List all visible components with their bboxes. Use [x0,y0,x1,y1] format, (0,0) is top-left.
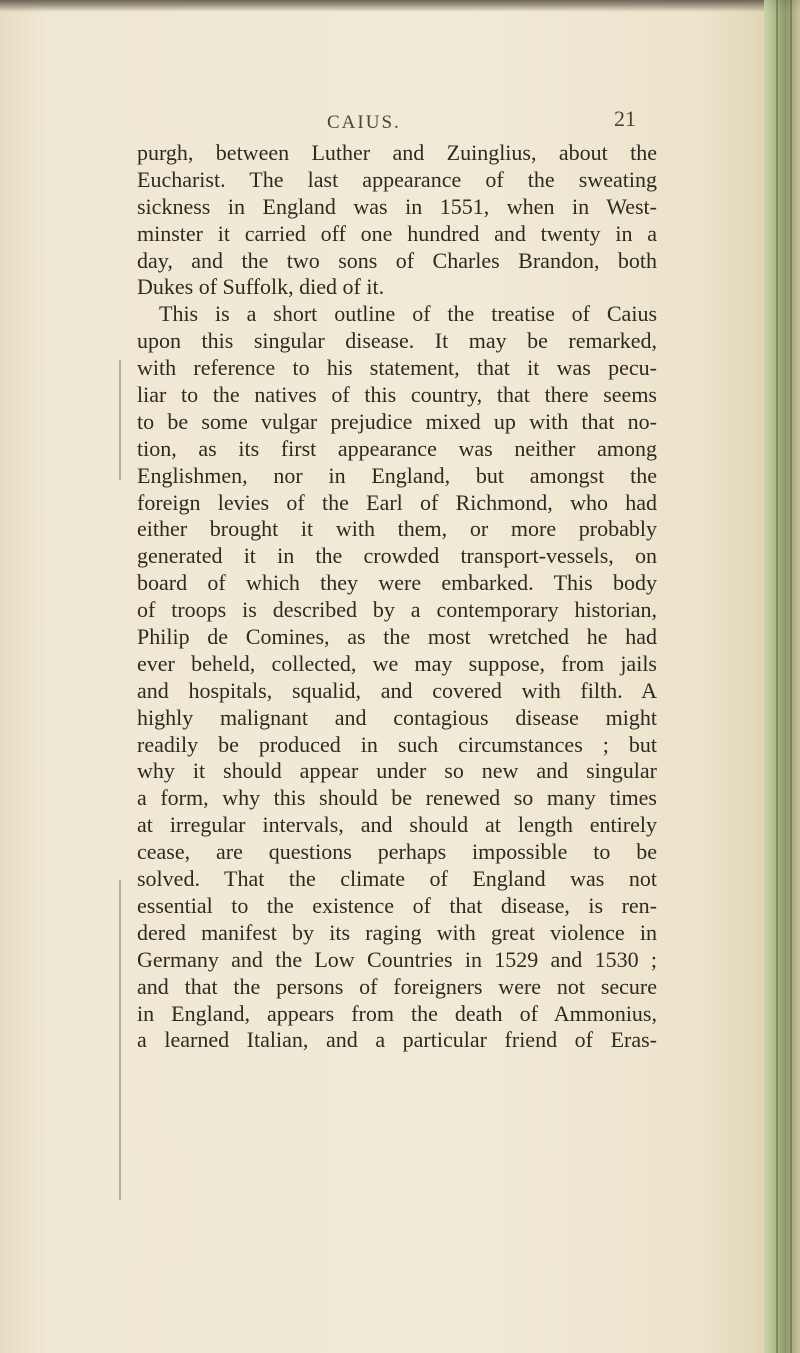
text-line: Englishmen, nor in England, but amongst the [137,462,657,488]
text-line: purgh, between Luther and Zuinglius, about the [137,140,657,165]
text-line: tion, as its first appearance was neither among [137,435,657,461]
text-line: highly malignant and contagious disease might [137,704,657,730]
text-line: cease, are questions perhaps impossible to be [137,839,657,865]
text-line: Germany and the Low Countries in 1529 and 1530 ; [137,946,657,972]
running-head [0,104,800,134]
text-line: generated it in the crowded transport-vessels, on [137,543,657,569]
running-title: CAIUS. [327,112,401,133]
top-edge-shadow [0,0,800,12]
text-line: foreign levies of the Earl of Richmond, who had [137,489,657,515]
text-line: ever beheld, collected, we may suppose, from jails [137,650,657,676]
text-line: in England, appears from the death of Ammonius, [137,1000,657,1026]
page-number: 21 [614,106,636,131]
text-line: with reference to his statement, that it was pecu- [137,355,657,381]
text-line: dered manifest by its raging with great violence in [137,919,657,945]
binding-gutter [764,0,800,1353]
text-line: at irregular intervals, and should at length entirely [137,812,657,838]
text-line: Eucharist. The last appearance of the sweating [137,166,657,192]
text-line: a learned Italian, and a particular friend of Eras- [137,1027,657,1053]
text-line: readily be produced in such circumstances ; but [137,731,657,757]
text-line: to be some vulgar prejudice mixed up with that no- [137,408,657,434]
body-text [137,140,657,1054]
text-line: Philip de Comines, as the most wretched he had [137,624,657,650]
margin-shadow [119,360,121,480]
text-line: and hospitals, squalid, and covered with filth. A [137,677,657,703]
text-line: solved. That the climate of England was not [137,866,657,892]
margin-shadow [119,880,121,1200]
text-line: Dukes of Suffolk, died of it. [137,274,385,300]
text-line: upon this singular disease. It may be remarked, [137,328,657,354]
text-line: of troops is described by a contemporary historian, [137,597,657,623]
text-line: a form, why this should be renewed so many times [137,785,657,811]
text-line: essential to the existence of that disease, is ren- [137,892,657,918]
gutter-line [776,0,778,1353]
text-line: day, and the two sons of Charles Brandon, both [137,247,657,273]
gutter-line [790,0,792,1353]
text-line: board of which they were embarked. This body [137,570,657,596]
text-line: This is a short outline of the treatise of Caius [159,301,657,327]
text-line: why it should appear under so new and singular [137,758,657,784]
text-line: and that the persons of foreigners were not secure [137,973,657,999]
text-line: either brought it with them, or more probably [137,516,657,542]
text-line: minster it carried off one hundred and twenty in a [137,220,657,246]
text-line: liar to the natives of this country, that there seems [137,382,657,408]
text-line: sickness in England was in 1551, when in West- [137,193,657,219]
